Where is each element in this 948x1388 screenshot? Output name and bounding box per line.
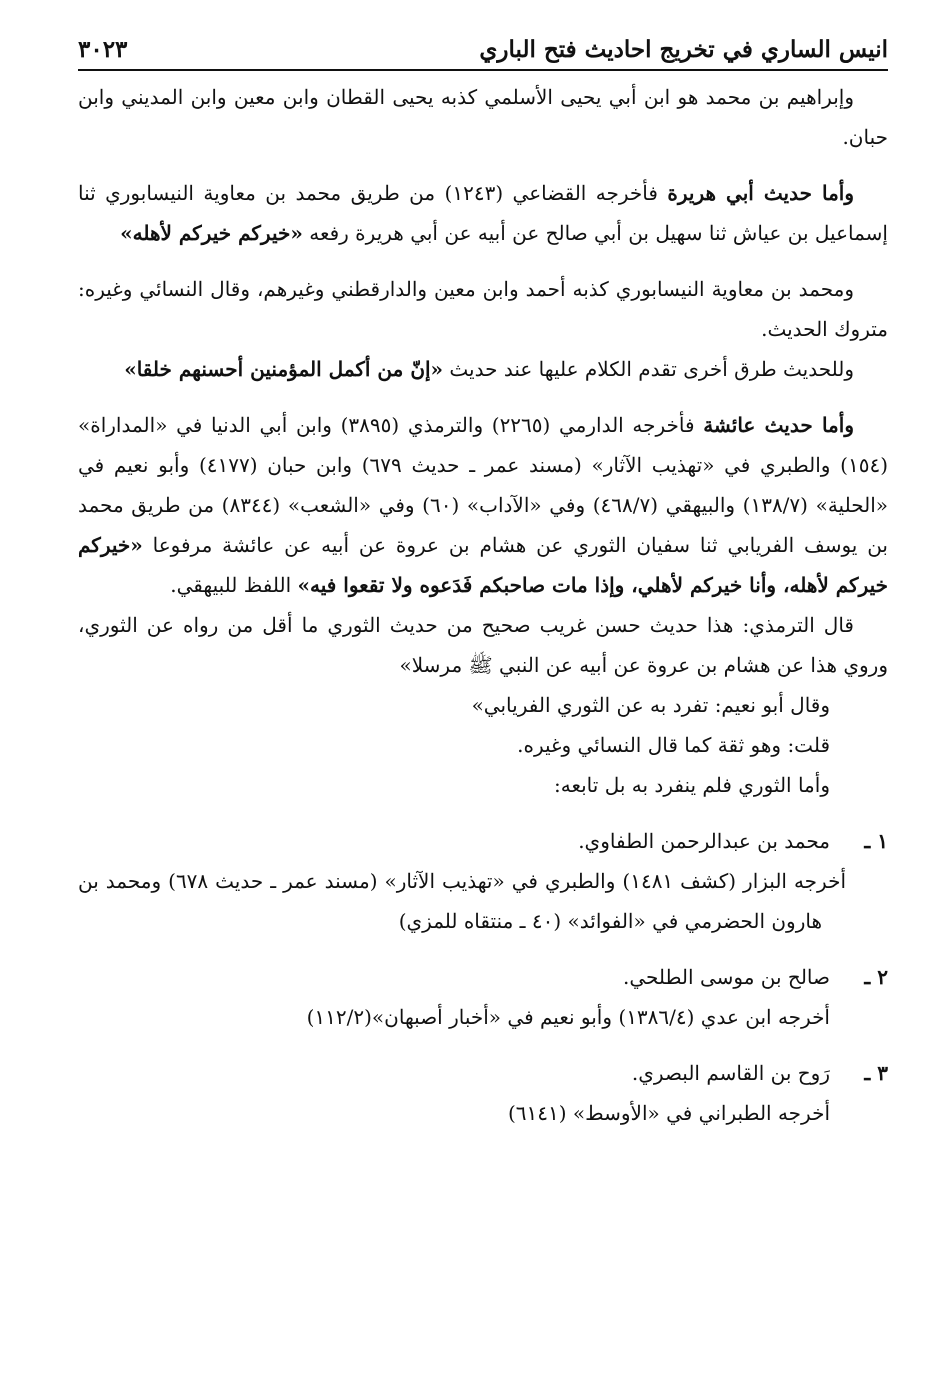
paragraph: قلت: وهو ثقة كما قال النسائي وغيره. xyxy=(517,733,830,757)
paragraph: ومحمد بن معاوية النيسابوري كذبه أحمد وابن معين والدارقطني وغيرهم، وقال النسائي وغيره: متروك الحديث. xyxy=(78,277,888,341)
list-item xyxy=(78,957,888,997)
list-number: ٢ ـ xyxy=(864,965,888,989)
paragraph: قال الترمذي: هذا حديث حسن غريب صحيح من حديث الثوري ما أقل من رواه عن الثوري، وروي هذا عن هشام بن عروة عن أبيه عن النبي ﷺ مرسلا» xyxy=(78,613,888,677)
paragraph-text: وللحديث طرق أخرى تقدم الكلام عليها عند حديث xyxy=(443,357,854,381)
section-lead: وأما حديث أبي هريرة xyxy=(667,181,854,205)
narrator-name: محمد بن عبدالرحمن الطفاوي. xyxy=(578,829,830,853)
paragraph-text: فأخرجه الدارمي (٢٢٦٥) والترمذي (٣٨٩٥) وابن أبي الدنيا في «المداراة» (١٥٤) والطبري في «تهذيب الآثار» (مسند عمر ـ حديث ٦٧٩) وابن حبان (٤١٧٧) وأبو نعيم في «الحلية» (١٣٨/٧) والبيهقي (٤٦٨/٧) وفي «الآداب» (٦٠) وفي «الشعب» (٨٣٤٤) من طريق محمد بن يوسف الفريابي ثنا سفيان الثوري عن هشام بن عروة عن أبيه عن عائشة مرفوعا xyxy=(78,413,888,557)
paragraph: وأما الثوري فلم ينفرد به بل تابعه: xyxy=(554,773,830,797)
page-number: ٣٠٢٣ xyxy=(78,36,128,63)
hadith-quote: «خيركم خيركم لأهله» xyxy=(120,221,303,245)
paragraph xyxy=(78,405,888,605)
list-item xyxy=(78,1053,888,1093)
paragraph-text: اللفظ للبيهقي. xyxy=(170,573,298,597)
page-body xyxy=(78,71,888,1133)
narrator-name: رَوح بن القاسم البصري. xyxy=(631,1061,830,1085)
list-number: ٣ ـ xyxy=(864,1061,888,1085)
section-lead: وأما حديث عائشة xyxy=(703,413,854,437)
paragraph: وقال أبو نعيم: تفرد به عن الثوري الفريابي» xyxy=(471,693,830,717)
paragraph xyxy=(78,173,888,253)
page-header xyxy=(78,36,888,71)
hadith-quote: «خيركم خيركم لأهله، وأنا خيركم لأهلي، وإذا مات صاحبكم فَدَعوه ولا تقعوا فيه» xyxy=(78,533,888,597)
list-source: أخرجه البزار (كشف ١٤٨١) والطبري في «تهذيب الآثار» (مسند عمر ـ حديث ٦٧٨) ومحمد بن هارون الحضرمي في «الفوائد» (٤٠ ـ منتقاه للمزي) xyxy=(78,869,847,933)
list-item xyxy=(78,821,888,861)
paragraph-text: فأخرجه القضاعي (١٢٤٣) من طريق محمد بن معاوية النيسابوري ثنا إسماعيل بن عياش ثنا سهيل بن أبي صالح عن أبيه عن أبي هريرة رفعه xyxy=(78,181,888,245)
list-number: ١ ـ xyxy=(864,829,888,853)
list-source: أخرجه الطبراني في «الأوسط» (٦١٤١) xyxy=(507,1101,830,1125)
paragraph xyxy=(78,349,888,389)
paragraph: وإبراهيم بن محمد هو ابن أبي يحيى الأسلمي كذبه يحيى القطان وابن معين وابن المديني وابن حبان. xyxy=(78,85,888,149)
list-source: أخرجه ابن عدي (١٣٨٦/٤) وأبو نعيم في «أخبار أصبهان»(١١٢/٢) xyxy=(306,1005,830,1029)
narrator-name: صالح بن موسى الطلحي. xyxy=(622,965,830,989)
hadith-quote: «إنّ من أكمل المؤمنين أحسنهم خلقا» xyxy=(124,357,444,381)
book-title: انيس الساري في تخريج احاديث فتح الباري xyxy=(479,36,888,63)
